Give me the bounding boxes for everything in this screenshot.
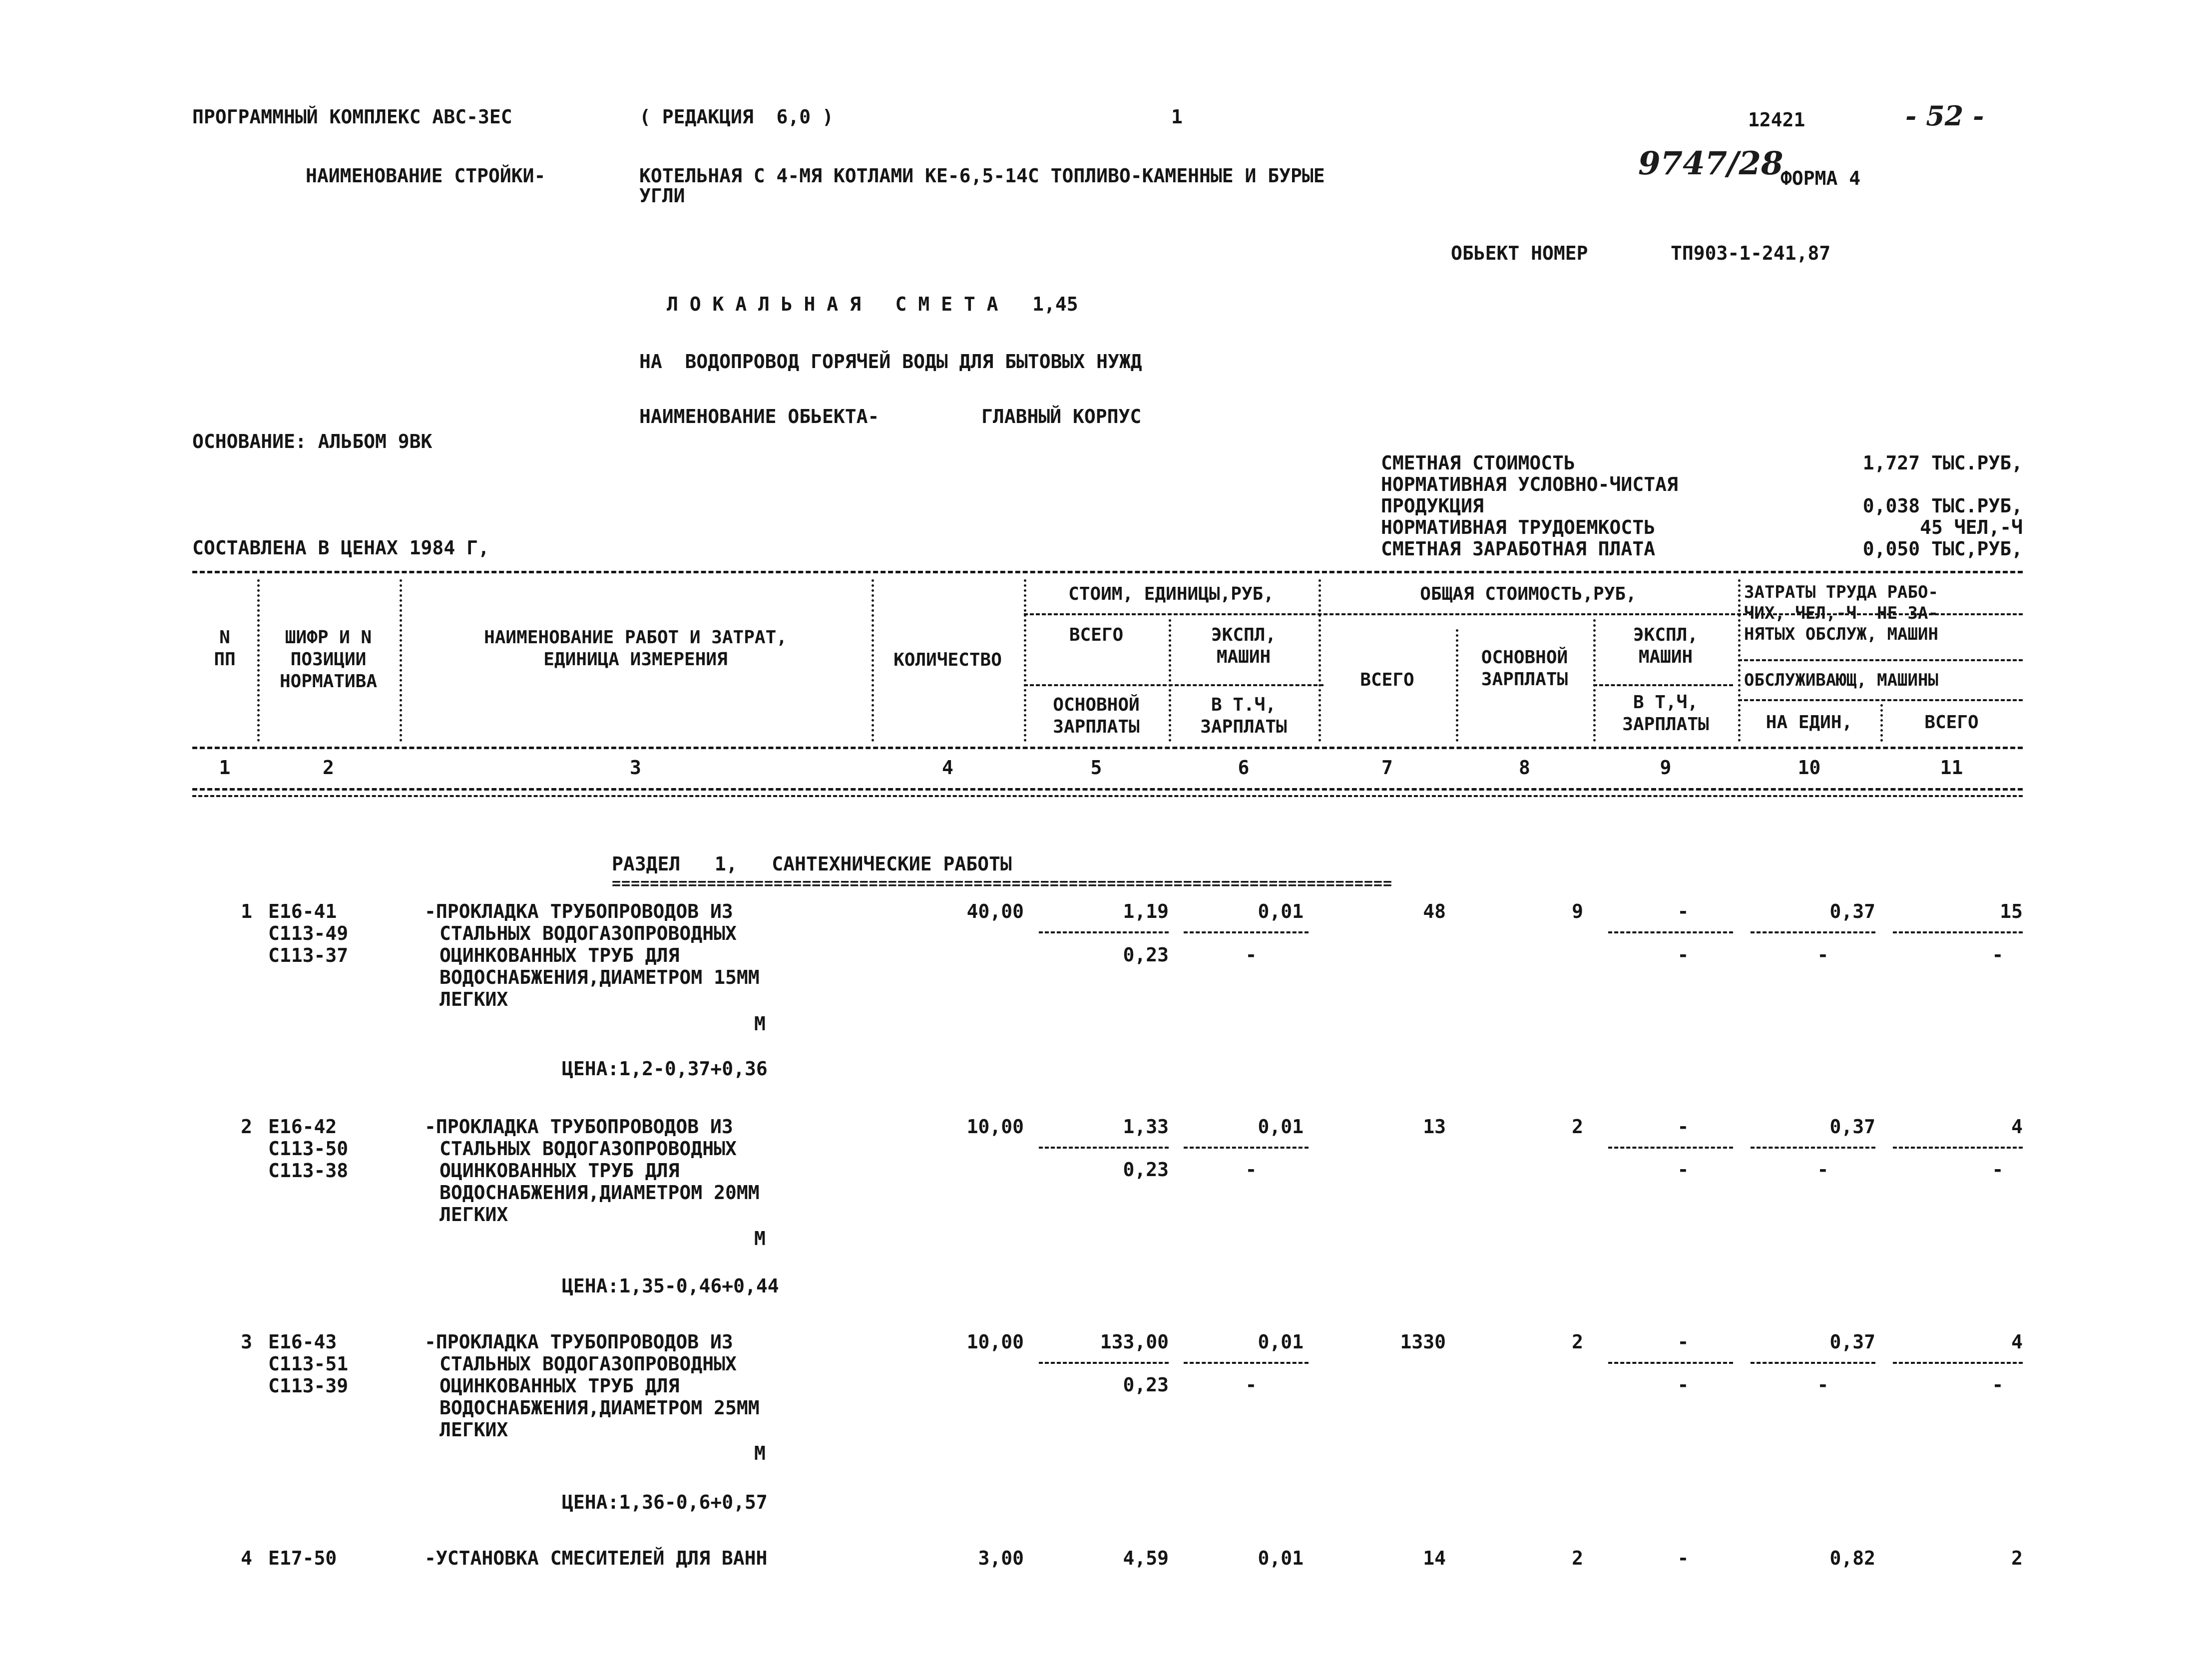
unit-cost-group-header: СТОИМ, ЕДИНИЦЫ,РУБ, bbox=[1068, 584, 1274, 604]
work-description: ВОДОСНАБЖЕНИЯ,ДИАМЕТРОМ 15ММ bbox=[440, 966, 760, 988]
summary-label: НОРМАТИВНАЯ ТРУДОЕМКОСТЬ bbox=[1381, 516, 1656, 538]
summary-label: СМЕТНАЯ ЗАРАБОТНАЯ ПЛАТА bbox=[1381, 538, 1656, 560]
machine-labor-total: - bbox=[1992, 944, 2004, 966]
norm-code: С113-51 bbox=[268, 1353, 349, 1375]
norm-code: С113-49 bbox=[268, 922, 349, 944]
section-underline: ================================================================================== bbox=[612, 875, 1393, 892]
unit-cost-wage: 0,23 bbox=[1123, 1159, 1169, 1181]
norm-code: Е16-43 bbox=[268, 1331, 337, 1353]
col-5-subheader: ОСНОВНОЙ ЗАРПЛАТЫ bbox=[1053, 695, 1140, 737]
edition: ( РЕДАКЦИЯ 6,0 ) bbox=[639, 106, 834, 128]
norm-code: С113-37 bbox=[268, 944, 349, 966]
program-name: ПРОГРАММНЫЙ КОМПЛЕКС АВС-3ЕС bbox=[192, 106, 512, 128]
column-number: 7 bbox=[1381, 757, 1393, 779]
price-formula: ЦЕНА:1,35-0,46+0,44 bbox=[562, 1275, 779, 1297]
work-description: ОЦИНКОВАННЫХ ТРУБ ДЛЯ bbox=[440, 944, 680, 966]
labor-per-unit: 0,82 bbox=[1829, 1547, 1875, 1569]
col-9-subheader: В Т,Ч, ЗАРПЛАТЫ bbox=[1622, 692, 1709, 735]
handwritten-note: 9747/28 bbox=[1638, 145, 1783, 182]
work-description: СТАЛЬНЫХ ВОДОГАЗОПРОВОДНЫХ bbox=[440, 1353, 737, 1375]
col-6-subheader: В Т.Ч, ЗАРПЛАТЫ bbox=[1200, 695, 1287, 737]
total-cost-group-header: ОБЩАЯ СТОИМОСТЬ,РУБ, bbox=[1420, 584, 1637, 604]
cell-divider bbox=[1893, 1147, 2023, 1149]
sheet-number: 1 bbox=[1171, 106, 1183, 128]
labor-total: 4 bbox=[2011, 1116, 2023, 1138]
work-description: ОЦИНКОВАННЫХ ТРУБ ДЛЯ bbox=[440, 1160, 680, 1182]
header-sub-rule bbox=[1593, 684, 1733, 686]
work-description: ВОДОСНАБЖЕНИЯ,ДИАМЕТРОМ 25ММ bbox=[440, 1397, 760, 1419]
total-machines: - bbox=[1677, 1116, 1689, 1138]
cell-divider bbox=[1039, 1362, 1169, 1364]
column-number: 10 bbox=[1797, 757, 1821, 779]
work-description: ЛЕГКИХ bbox=[440, 1419, 508, 1441]
row-number: 4 bbox=[241, 1547, 252, 1569]
total-machine-wage: - bbox=[1677, 944, 1689, 966]
total-machine-wage: - bbox=[1677, 1159, 1689, 1181]
col-8-header: ОСНОВНОЙ ЗАРПЛАТЫ bbox=[1481, 647, 1568, 690]
work-description: СТАЛЬНЫХ ВОДОГАЗОПРОВОДНЫХ bbox=[440, 922, 737, 944]
col-2-header: ШИФР И N ПОЗИЦИИ НОРМАТИВА bbox=[279, 627, 378, 692]
labor-per-unit: 0,37 bbox=[1829, 1331, 1875, 1353]
work-description: ЛЕГКИХ bbox=[440, 1204, 508, 1226]
object-name-label: НАИМЕНОВАНИЕ ОБЬЕКТА- bbox=[639, 406, 880, 427]
machine-labor-per-unit: - bbox=[1817, 944, 1829, 966]
total-wage: 2 bbox=[1572, 1331, 1583, 1353]
unit-cost-total: 133,00 bbox=[1100, 1331, 1169, 1353]
cell-divider bbox=[1893, 1362, 2023, 1364]
total-machine-wage: - bbox=[1677, 1374, 1689, 1396]
cell-divider bbox=[1893, 931, 2023, 933]
cell-divider bbox=[1608, 931, 1733, 933]
summary-label: ПРОДУКЦИЯ bbox=[1381, 495, 1484, 517]
cell-divider bbox=[1184, 1147, 1309, 1149]
unit-cost-machine-wage: - bbox=[1245, 944, 1257, 966]
norm-code: Е16-41 bbox=[268, 900, 337, 922]
labor-total: 15 bbox=[2000, 900, 2023, 922]
summary-value: 0,050 ТЫС,РУБ, bbox=[1862, 538, 2023, 560]
unit-cost-wage: 0,23 bbox=[1123, 944, 1169, 966]
unit-cost-machines: 0,01 bbox=[1258, 1116, 1304, 1138]
unit-of-measure: М bbox=[754, 1442, 766, 1464]
norm-code: С113-38 bbox=[268, 1160, 349, 1182]
unit-cost-wage: 0,23 bbox=[1123, 1374, 1169, 1396]
col-10-header: НА ЕДИН, bbox=[1766, 712, 1853, 733]
total-machines: - bbox=[1677, 900, 1689, 922]
column-number: 2 bbox=[323, 757, 334, 779]
quantity: 3,00 bbox=[978, 1547, 1024, 1569]
total-machines: - bbox=[1677, 1331, 1689, 1353]
column-number: 8 bbox=[1519, 757, 1530, 779]
summary-label: НОРМАТИВНАЯ УСЛОВНО-ЧИСТАЯ bbox=[1381, 473, 1678, 495]
column-number: 6 bbox=[1238, 757, 1250, 779]
object-number: ТП903-1-241,87 bbox=[1671, 242, 1831, 264]
norm-code: Е17-50 bbox=[268, 1547, 337, 1569]
basis-note: ОСНОВАНИЕ: АЛЬБОМ 9ВК bbox=[192, 430, 433, 452]
norm-code: Е16-42 bbox=[268, 1116, 337, 1138]
unit-cost-machines: 0,01 bbox=[1258, 900, 1304, 922]
document-subtitle: НА ВОДОПРОВОД ГОРЯЧЕЙ ВОДЫ ДЛЯ БЫТОВЫХ НУЖД bbox=[639, 351, 1142, 373]
unit-cost-total: 4,59 bbox=[1123, 1547, 1169, 1569]
cell-divider bbox=[1039, 931, 1169, 933]
work-description: -ПРОКЛАДКА ТРУБОПРОВОДОВ ИЗ bbox=[425, 900, 733, 922]
header-top-rule bbox=[192, 571, 2023, 573]
unit-cost-total: 1,19 bbox=[1123, 900, 1169, 922]
cell-divider bbox=[1184, 1362, 1309, 1364]
header-sub-rule bbox=[1738, 699, 2023, 701]
cell-divider bbox=[1751, 1362, 1875, 1364]
unit-of-measure: М bbox=[754, 1013, 766, 1035]
cell-divider bbox=[1751, 1147, 1875, 1149]
column-number: 3 bbox=[630, 757, 641, 779]
work-description: ЛЕГКИХ bbox=[440, 988, 508, 1010]
col-9-header: ЭКСПЛ, МАШИН bbox=[1633, 625, 1699, 667]
labor-per-unit: 0,37 bbox=[1829, 1116, 1875, 1138]
col-5-header: ВСЕГО bbox=[1069, 625, 1124, 645]
column-number-rule bbox=[192, 788, 2023, 791]
col-4-header: КОЛИЧЕСТВО bbox=[893, 650, 1002, 670]
total-wage: 2 bbox=[1572, 1547, 1583, 1569]
quantity: 10,00 bbox=[966, 1116, 1024, 1138]
column-number-rule bbox=[192, 795, 2023, 797]
project-name-line-1: КОТЕЛЬНАЯ С 4-МЯ КОТЛАМИ КЕ-6,5-14С ТОПЛИВО-КАМЕННЫЕ И БУРЫЕ bbox=[639, 165, 1325, 187]
machine-labor-total: - bbox=[1992, 1374, 2004, 1396]
machine-labor-per-unit: - bbox=[1817, 1374, 1829, 1396]
col-7-header: ВСЕГО bbox=[1360, 670, 1414, 690]
unit-cost-machines: 0,01 bbox=[1258, 1331, 1304, 1353]
unit-cost-total: 1,33 bbox=[1123, 1116, 1169, 1138]
column-number: 11 bbox=[1940, 757, 1963, 779]
quantity: 40,00 bbox=[966, 900, 1024, 922]
cell-divider bbox=[1608, 1147, 1733, 1149]
work-description: -ПРОКЛАДКА ТРУБОПРОВОДОВ ИЗ bbox=[425, 1116, 733, 1138]
project-name-line-2: УГЛИ bbox=[639, 185, 685, 207]
col-11-header: ВСЕГО bbox=[1924, 712, 1979, 733]
header-sub-rule bbox=[1738, 659, 2023, 661]
form-number: ФОРМА 4 bbox=[1780, 167, 1861, 189]
cell-divider bbox=[1608, 1362, 1733, 1364]
summary-value: 0,038 ТЫС.РУБ, bbox=[1862, 495, 2023, 517]
total-cost: 13 bbox=[1423, 1116, 1446, 1138]
labor-machine-header: ОБСЛУЖИВАЮЩ, МАШИНЫ bbox=[1744, 670, 1938, 690]
column-number: 5 bbox=[1090, 757, 1102, 779]
column-number: 9 bbox=[1660, 757, 1672, 779]
machine-labor-per-unit: - bbox=[1817, 1159, 1829, 1181]
section-title: РАЗДЕЛ 1, САНТЕХНИЧЕСКИЕ РАБОТЫ bbox=[612, 853, 1012, 875]
work-description: ВОДОСНАБЖЕНИЯ,ДИАМЕТРОМ 20ММ bbox=[440, 1182, 760, 1204]
labor-group-header: ЗАТРАТЫ ТРУДА РАБО- ЧИХ, ЧЕЛ,-Ч НЕ ЗА- НЯТЫХ ОБСЛУЖ, МАШИН bbox=[1744, 582, 1938, 644]
unit-cost-machine-wage: - bbox=[1245, 1374, 1257, 1396]
price-base-note: СОСТАВЛЕНА В ЦЕНАХ 1984 Г, bbox=[192, 537, 489, 559]
labor-total: 2 bbox=[2011, 1547, 2023, 1569]
row-number: 3 bbox=[241, 1331, 252, 1353]
summary-value: 1,727 ТЫС.РУБ, bbox=[1862, 452, 2023, 474]
document-title: Л О К А Л Ь Н А Я С М Е Т А 1,45 bbox=[667, 293, 1078, 315]
work-description: СТАЛЬНЫХ ВОДОГАЗОПРОВОДНЫХ bbox=[440, 1138, 737, 1160]
unit-of-measure: М bbox=[754, 1228, 766, 1250]
summary-label: СМЕТНАЯ СТОИМОСТЬ bbox=[1381, 452, 1575, 474]
object-name: ГЛАВНЫЙ КОРПУС bbox=[981, 406, 1142, 427]
price-formula: ЦЕНА:1,2-0,37+0,36 bbox=[562, 1058, 768, 1080]
total-wage: 2 bbox=[1572, 1116, 1583, 1138]
total-cost: 1330 bbox=[1400, 1331, 1446, 1353]
header-sub-rule bbox=[1024, 684, 1324, 686]
column-number: 1 bbox=[219, 757, 231, 779]
total-cost: 14 bbox=[1423, 1547, 1446, 1569]
quantity: 10,00 bbox=[966, 1331, 1024, 1353]
labor-per-unit: 0,37 bbox=[1829, 900, 1875, 922]
machine-labor-total: - bbox=[1992, 1159, 2004, 1181]
column-number: 4 bbox=[942, 757, 953, 779]
object-number-label: ОБЬЕКТ НОМЕР bbox=[1451, 242, 1588, 264]
row-number: 2 bbox=[241, 1116, 252, 1138]
total-machines: - bbox=[1677, 1547, 1689, 1569]
price-formula: ЦЕНА:1,36-0,6+0,57 bbox=[562, 1491, 768, 1513]
row-number: 1 bbox=[241, 900, 252, 922]
work-description: -ПРОКЛАДКА ТРУБОПРОВОДОВ ИЗ bbox=[425, 1331, 733, 1353]
cell-divider bbox=[1751, 931, 1875, 933]
total-cost: 48 bbox=[1423, 900, 1446, 922]
col-3-header: НАИМЕНОВАНИЕ РАБОТ И ЗАТРАТ, ЕДИНИЦА ИЗМЕРЕНИЯ bbox=[484, 627, 787, 670]
cell-divider bbox=[1039, 1147, 1169, 1149]
unit-cost-machine-wage: - bbox=[1245, 1159, 1257, 1181]
work-description: -УСТАНОВКА СМЕСИТЕЛЕЙ ДЛЯ ВАНН bbox=[425, 1547, 768, 1569]
norm-code: С113-39 bbox=[268, 1375, 349, 1397]
cell-divider bbox=[1184, 931, 1309, 933]
code-number: 12421 bbox=[1748, 109, 1805, 131]
norm-code: С113-50 bbox=[268, 1138, 349, 1160]
unit-cost-machines: 0,01 bbox=[1258, 1547, 1304, 1569]
labor-total: 4 bbox=[2011, 1331, 2023, 1353]
summary-value: 45 ЧЕЛ,-Ч bbox=[1920, 516, 2023, 538]
col-6-header: ЭКСПЛ, МАШИН bbox=[1211, 625, 1277, 667]
total-wage: 9 bbox=[1572, 900, 1583, 922]
page-number: - 52 - bbox=[1905, 100, 1984, 132]
header-bottom-rule bbox=[192, 747, 2023, 749]
project-label: НАИМЕНОВАНИЕ СТРОЙКИ- bbox=[306, 165, 546, 187]
work-description: ОЦИНКОВАННЫХ ТРУБ ДЛЯ bbox=[440, 1375, 680, 1397]
col-1-header: N ПП bbox=[214, 627, 236, 670]
